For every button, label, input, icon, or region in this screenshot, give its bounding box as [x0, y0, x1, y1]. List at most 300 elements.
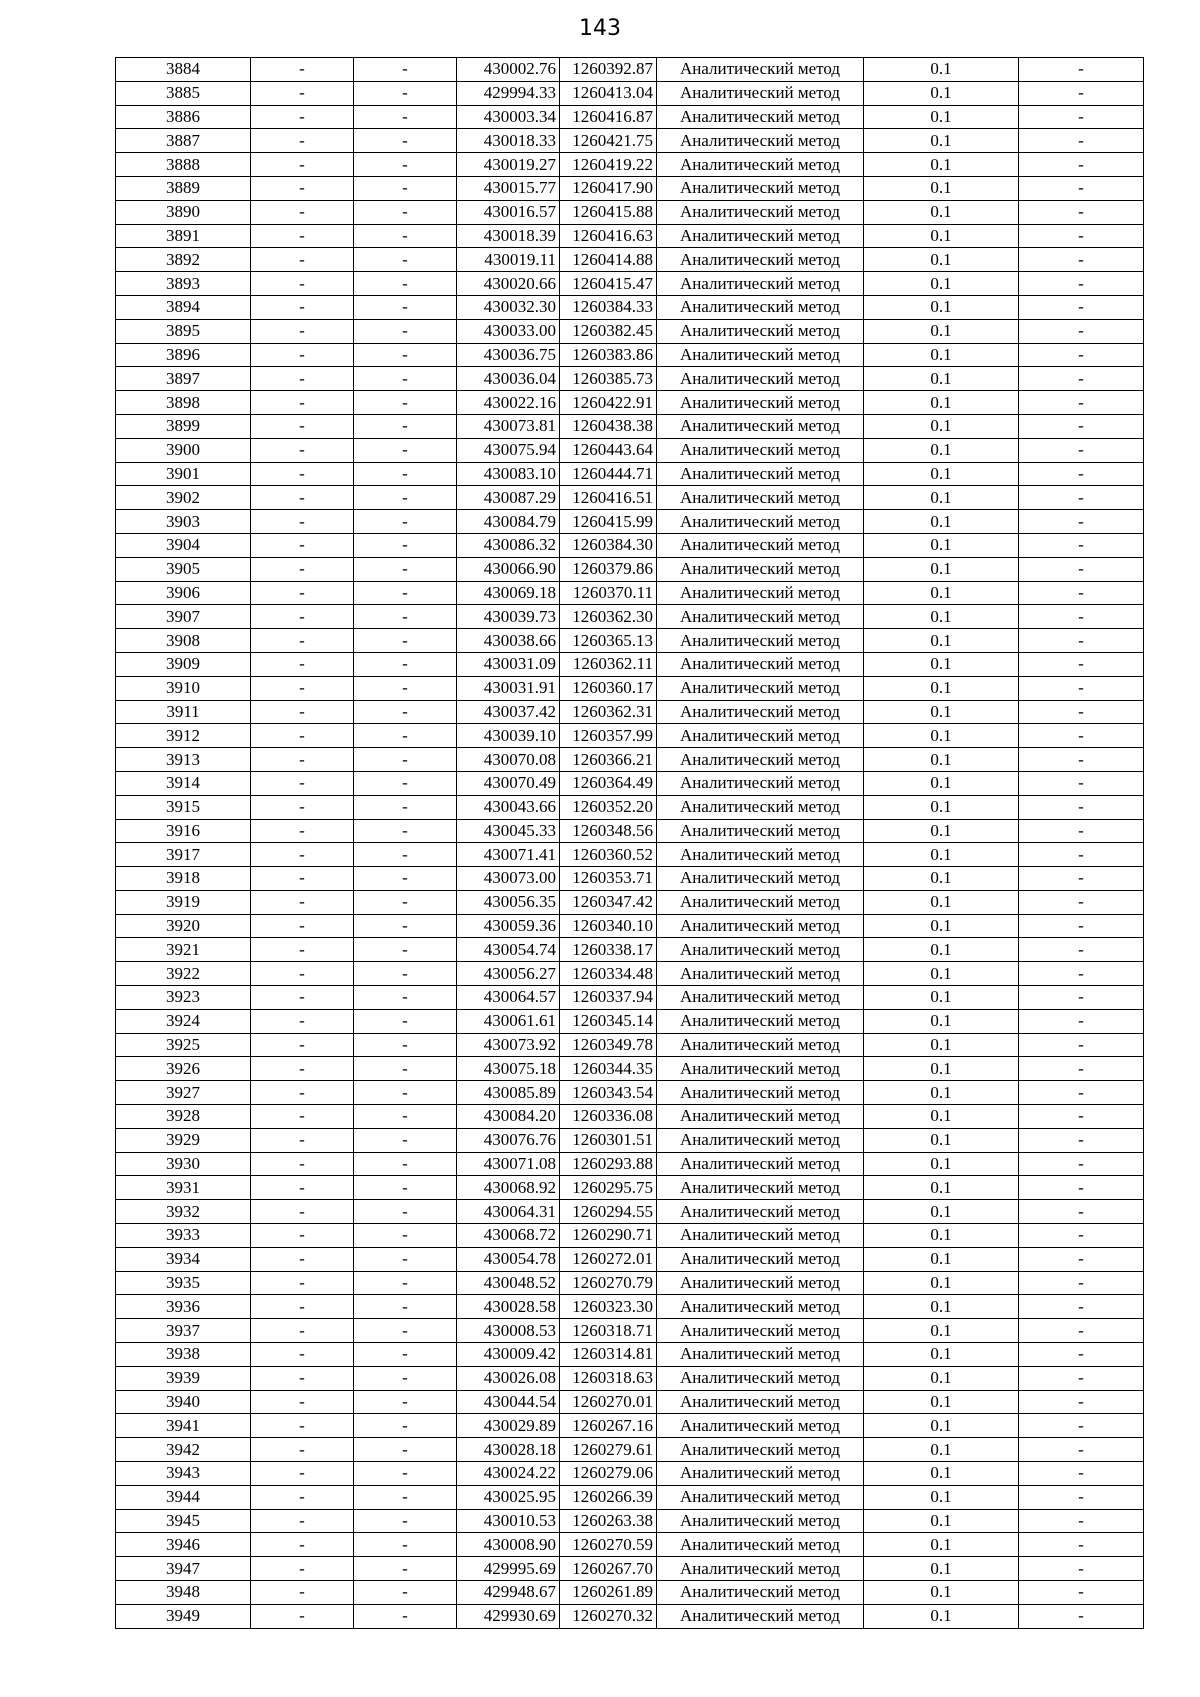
x-coordinate-cell: 429995.69	[457, 1557, 560, 1581]
table-row	[116, 414, 1144, 438]
empty-col-2-cell: -	[354, 748, 457, 772]
empty-col-2-cell: -	[354, 1462, 457, 1486]
empty-col-2-cell: -	[354, 914, 457, 938]
x-coordinate-cell: 430075.18	[457, 1057, 560, 1081]
accuracy-cell: 0.1	[864, 319, 1019, 343]
accuracy-cell: 0.1	[864, 962, 1019, 986]
x-coordinate-cell: 430037.42	[457, 700, 560, 724]
method-cell: Аналитический метод	[657, 581, 864, 605]
y-coordinate-cell: 1260383.86	[560, 343, 657, 367]
accuracy-cell: 0.1	[864, 1319, 1019, 1343]
empty-col-2-cell: -	[354, 1581, 457, 1605]
table-row	[116, 629, 1144, 653]
method-cell: Аналитический метод	[657, 129, 864, 153]
table-row	[116, 1128, 1144, 1152]
empty-col-7-cell: -	[1019, 962, 1144, 986]
empty-col-7-cell: -	[1019, 1366, 1144, 1390]
table-row	[116, 986, 1144, 1010]
y-coordinate-cell: 1260417.90	[560, 176, 657, 200]
y-coordinate-cell: 1260438.38	[560, 414, 657, 438]
empty-col-7-cell: -	[1019, 1604, 1144, 1628]
empty-col-7-cell: -	[1019, 1557, 1144, 1581]
y-coordinate-cell: 1260443.64	[560, 438, 657, 462]
table-row	[116, 81, 1144, 105]
y-coordinate-cell: 1260343.54	[560, 1081, 657, 1105]
empty-col-1-cell: -	[251, 486, 354, 510]
method-cell: Аналитический метод	[657, 748, 864, 772]
y-coordinate-cell: 1260340.10	[560, 914, 657, 938]
point-number-cell: 3918	[116, 867, 251, 891]
x-coordinate-cell: 430022.16	[457, 391, 560, 415]
table-row	[116, 819, 1144, 843]
method-cell: Аналитический метод	[657, 1105, 864, 1129]
table-row	[116, 1033, 1144, 1057]
accuracy-cell: 0.1	[864, 986, 1019, 1010]
x-coordinate-cell: 430031.91	[457, 676, 560, 700]
empty-col-1-cell: -	[251, 533, 354, 557]
method-cell: Аналитический метод	[657, 605, 864, 629]
y-coordinate-cell: 1260416.51	[560, 486, 657, 510]
empty-col-7-cell: -	[1019, 629, 1144, 653]
empty-col-2-cell: -	[354, 129, 457, 153]
table-row	[116, 533, 1144, 557]
accuracy-cell: 0.1	[864, 1271, 1019, 1295]
empty-col-7-cell: -	[1019, 676, 1144, 700]
y-coordinate-cell: 1260263.38	[560, 1509, 657, 1533]
empty-col-7-cell: -	[1019, 367, 1144, 391]
empty-col-2-cell: -	[354, 224, 457, 248]
empty-col-1-cell: -	[251, 986, 354, 1010]
method-cell: Аналитический метод	[657, 176, 864, 200]
empty-col-2-cell: -	[354, 510, 457, 534]
empty-col-7-cell: -	[1019, 510, 1144, 534]
y-coordinate-cell: 1260366.21	[560, 748, 657, 772]
method-cell: Аналитический метод	[657, 1009, 864, 1033]
empty-col-2-cell: -	[354, 1319, 457, 1343]
accuracy-cell: 0.1	[864, 533, 1019, 557]
method-cell: Аналитический метод	[657, 652, 864, 676]
empty-col-1-cell: -	[251, 176, 354, 200]
empty-col-1-cell: -	[251, 1152, 354, 1176]
empty-col-1-cell: -	[251, 129, 354, 153]
table-row	[116, 1485, 1144, 1509]
accuracy-cell: 0.1	[864, 486, 1019, 510]
y-coordinate-cell: 1260279.61	[560, 1438, 657, 1462]
empty-col-1-cell: -	[251, 1366, 354, 1390]
x-coordinate-cell: 430085.89	[457, 1081, 560, 1105]
method-cell: Аналитический метод	[657, 1152, 864, 1176]
point-number-cell: 3919	[116, 890, 251, 914]
method-cell: Аналитический метод	[657, 1200, 864, 1224]
empty-col-7-cell: -	[1019, 1152, 1144, 1176]
y-coordinate-cell: 1260382.45	[560, 319, 657, 343]
table-row	[116, 248, 1144, 272]
empty-col-2-cell: -	[354, 462, 457, 486]
y-coordinate-cell: 1260364.49	[560, 771, 657, 795]
empty-col-1-cell: -	[251, 414, 354, 438]
accuracy-cell: 0.1	[864, 153, 1019, 177]
method-cell: Аналитический метод	[657, 1033, 864, 1057]
table-row	[116, 748, 1144, 772]
point-number-cell: 3921	[116, 938, 251, 962]
empty-col-1-cell: -	[251, 581, 354, 605]
x-coordinate-cell: 430032.30	[457, 295, 560, 319]
empty-col-2-cell: -	[354, 200, 457, 224]
y-coordinate-cell: 1260384.30	[560, 533, 657, 557]
empty-col-2-cell: -	[354, 605, 457, 629]
empty-col-7-cell: -	[1019, 248, 1144, 272]
empty-col-2-cell: -	[354, 105, 457, 129]
x-coordinate-cell: 430045.33	[457, 819, 560, 843]
y-coordinate-cell: 1260414.88	[560, 248, 657, 272]
accuracy-cell: 0.1	[864, 248, 1019, 272]
table-row	[116, 1105, 1144, 1129]
method-cell: Аналитический метод	[657, 1462, 864, 1486]
table-row	[116, 1438, 1144, 1462]
empty-col-2-cell: -	[354, 272, 457, 296]
x-coordinate-cell: 430019.11	[457, 248, 560, 272]
method-cell: Аналитический метод	[657, 1390, 864, 1414]
point-number-cell: 3898	[116, 391, 251, 415]
accuracy-cell: 0.1	[864, 914, 1019, 938]
method-cell: Аналитический метод	[657, 890, 864, 914]
method-cell: Аналитический метод	[657, 486, 864, 510]
empty-col-1-cell: -	[251, 890, 354, 914]
point-number-cell: 3884	[116, 58, 251, 82]
point-number-cell: 3939	[116, 1366, 251, 1390]
table-row	[116, 295, 1144, 319]
accuracy-cell: 0.1	[864, 1343, 1019, 1367]
empty-col-2-cell: -	[354, 581, 457, 605]
table-row	[116, 795, 1144, 819]
accuracy-cell: 0.1	[864, 1604, 1019, 1628]
method-cell: Аналитический метод	[657, 1438, 864, 1462]
empty-col-1-cell: -	[251, 962, 354, 986]
y-coordinate-cell: 1260384.33	[560, 295, 657, 319]
table-row	[116, 676, 1144, 700]
empty-col-7-cell: -	[1019, 581, 1144, 605]
empty-col-7-cell: -	[1019, 1581, 1144, 1605]
point-number-cell: 3945	[116, 1509, 251, 1533]
y-coordinate-cell: 1260345.14	[560, 1009, 657, 1033]
point-number-cell: 3894	[116, 295, 251, 319]
empty-col-7-cell: -	[1019, 1438, 1144, 1462]
empty-col-7-cell: -	[1019, 1533, 1144, 1557]
empty-col-7-cell: -	[1019, 224, 1144, 248]
method-cell: Аналитический метод	[657, 510, 864, 534]
empty-col-2-cell: -	[354, 867, 457, 891]
empty-col-2-cell: -	[354, 153, 457, 177]
y-coordinate-cell: 1260415.47	[560, 272, 657, 296]
y-coordinate-cell: 1260270.32	[560, 1604, 657, 1628]
y-coordinate-cell: 1260336.08	[560, 1105, 657, 1129]
method-cell: Аналитический метод	[657, 1176, 864, 1200]
accuracy-cell: 0.1	[864, 629, 1019, 653]
empty-col-1-cell: -	[251, 724, 354, 748]
point-number-cell: 3947	[116, 1557, 251, 1581]
empty-col-1-cell: -	[251, 1224, 354, 1248]
y-coordinate-cell: 1260318.71	[560, 1319, 657, 1343]
method-cell: Аналитический метод	[657, 438, 864, 462]
method-cell: Аналитический метод	[657, 1224, 864, 1248]
method-cell: Аналитический метод	[657, 557, 864, 581]
x-coordinate-cell: 430075.94	[457, 438, 560, 462]
y-coordinate-cell: 1260379.86	[560, 557, 657, 581]
x-coordinate-cell: 429930.69	[457, 1604, 560, 1628]
x-coordinate-cell: 430056.35	[457, 890, 560, 914]
point-number-cell: 3937	[116, 1319, 251, 1343]
accuracy-cell: 0.1	[864, 391, 1019, 415]
table-row	[116, 1152, 1144, 1176]
x-coordinate-cell: 430054.78	[457, 1247, 560, 1271]
accuracy-cell: 0.1	[864, 462, 1019, 486]
accuracy-cell: 0.1	[864, 58, 1019, 82]
empty-col-1-cell: -	[251, 272, 354, 296]
empty-col-7-cell: -	[1019, 533, 1144, 557]
point-number-cell: 3912	[116, 724, 251, 748]
empty-col-2-cell: -	[354, 319, 457, 343]
empty-col-2-cell: -	[354, 343, 457, 367]
empty-col-7-cell: -	[1019, 1414, 1144, 1438]
x-coordinate-cell: 430068.92	[457, 1176, 560, 1200]
x-coordinate-cell: 430044.54	[457, 1390, 560, 1414]
accuracy-cell: 0.1	[864, 1105, 1019, 1129]
accuracy-cell: 0.1	[864, 1152, 1019, 1176]
accuracy-cell: 0.1	[864, 1176, 1019, 1200]
table-row	[116, 771, 1144, 795]
empty-col-7-cell: -	[1019, 1081, 1144, 1105]
method-cell: Аналитический метод	[657, 58, 864, 82]
y-coordinate-cell: 1260415.88	[560, 200, 657, 224]
empty-col-2-cell: -	[354, 986, 457, 1010]
empty-col-2-cell: -	[354, 1604, 457, 1628]
table-row	[116, 510, 1144, 534]
x-coordinate-cell: 430086.32	[457, 533, 560, 557]
empty-col-1-cell: -	[251, 343, 354, 367]
empty-col-1-cell: -	[251, 462, 354, 486]
point-number-cell: 3915	[116, 795, 251, 819]
method-cell: Аналитический метод	[657, 224, 864, 248]
x-coordinate-cell: 430025.95	[457, 1485, 560, 1509]
empty-col-7-cell: -	[1019, 105, 1144, 129]
x-coordinate-cell: 430084.20	[457, 1105, 560, 1129]
empty-col-1-cell: -	[251, 105, 354, 129]
empty-col-2-cell: -	[354, 81, 457, 105]
empty-col-2-cell: -	[354, 843, 457, 867]
accuracy-cell: 0.1	[864, 605, 1019, 629]
x-coordinate-cell: 430016.57	[457, 200, 560, 224]
method-cell: Аналитический метод	[657, 391, 864, 415]
point-number-cell: 3938	[116, 1343, 251, 1367]
x-coordinate-cell: 430036.04	[457, 367, 560, 391]
empty-col-2-cell: -	[354, 1152, 457, 1176]
x-coordinate-cell: 430054.74	[457, 938, 560, 962]
accuracy-cell: 0.1	[864, 1485, 1019, 1509]
point-number-cell: 3910	[116, 676, 251, 700]
table-row	[116, 938, 1144, 962]
method-cell: Аналитический метод	[657, 319, 864, 343]
y-coordinate-cell: 1260301.51	[560, 1128, 657, 1152]
y-coordinate-cell: 1260347.42	[560, 890, 657, 914]
empty-col-2-cell: -	[354, 700, 457, 724]
x-coordinate-cell: 430028.58	[457, 1295, 560, 1319]
empty-col-1-cell: -	[251, 510, 354, 534]
accuracy-cell: 0.1	[864, 1295, 1019, 1319]
table-row	[116, 843, 1144, 867]
accuracy-cell: 0.1	[864, 414, 1019, 438]
point-number-cell: 3936	[116, 1295, 251, 1319]
point-number-cell: 3885	[116, 81, 251, 105]
empty-col-7-cell: -	[1019, 1343, 1144, 1367]
y-coordinate-cell: 1260318.63	[560, 1366, 657, 1390]
x-coordinate-cell: 430048.52	[457, 1271, 560, 1295]
empty-col-7-cell: -	[1019, 462, 1144, 486]
method-cell: Аналитический метод	[657, 1533, 864, 1557]
point-number-cell: 3889	[116, 176, 251, 200]
point-number-cell: 3903	[116, 510, 251, 534]
empty-col-7-cell: -	[1019, 867, 1144, 891]
empty-col-1-cell: -	[251, 1343, 354, 1367]
point-number-cell: 3946	[116, 1533, 251, 1557]
point-number-cell: 3909	[116, 652, 251, 676]
empty-col-7-cell: -	[1019, 176, 1144, 200]
table-row	[116, 176, 1144, 200]
table-row	[116, 1604, 1144, 1628]
y-coordinate-cell: 1260266.39	[560, 1485, 657, 1509]
empty-col-2-cell: -	[354, 295, 457, 319]
point-number-cell: 3929	[116, 1128, 251, 1152]
table-row	[116, 153, 1144, 177]
empty-col-2-cell: -	[354, 890, 457, 914]
point-number-cell: 3905	[116, 557, 251, 581]
method-cell: Аналитический метод	[657, 367, 864, 391]
x-coordinate-cell: 430008.53	[457, 1319, 560, 1343]
point-number-cell: 3924	[116, 1009, 251, 1033]
empty-col-7-cell: -	[1019, 438, 1144, 462]
empty-col-1-cell: -	[251, 224, 354, 248]
table-row	[116, 1057, 1144, 1081]
empty-col-7-cell: -	[1019, 319, 1144, 343]
method-cell: Аналитический метод	[657, 1128, 864, 1152]
point-number-cell: 3925	[116, 1033, 251, 1057]
empty-col-1-cell: -	[251, 605, 354, 629]
accuracy-cell: 0.1	[864, 938, 1019, 962]
point-number-cell: 3940	[116, 1390, 251, 1414]
method-cell: Аналитический метод	[657, 986, 864, 1010]
table-row	[116, 1271, 1144, 1295]
empty-col-2-cell: -	[354, 1009, 457, 1033]
point-number-cell: 3942	[116, 1438, 251, 1462]
x-coordinate-cell: 430066.90	[457, 557, 560, 581]
x-coordinate-cell: 430036.75	[457, 343, 560, 367]
empty-col-1-cell: -	[251, 1462, 354, 1486]
empty-col-7-cell: -	[1019, 414, 1144, 438]
accuracy-cell: 0.1	[864, 295, 1019, 319]
y-coordinate-cell: 1260337.94	[560, 986, 657, 1010]
empty-col-1-cell: -	[251, 1509, 354, 1533]
x-coordinate-cell: 430018.39	[457, 224, 560, 248]
empty-col-2-cell: -	[354, 414, 457, 438]
x-coordinate-cell: 430033.00	[457, 319, 560, 343]
x-coordinate-cell: 430076.76	[457, 1128, 560, 1152]
method-cell: Аналитический метод	[657, 414, 864, 438]
method-cell: Аналитический метод	[657, 295, 864, 319]
y-coordinate-cell: 1260290.71	[560, 1224, 657, 1248]
empty-col-7-cell: -	[1019, 391, 1144, 415]
empty-col-1-cell: -	[251, 557, 354, 581]
empty-col-7-cell: -	[1019, 700, 1144, 724]
table-row	[116, 1295, 1144, 1319]
y-coordinate-cell: 1260344.35	[560, 1057, 657, 1081]
x-coordinate-cell: 430038.66	[457, 629, 560, 653]
empty-col-1-cell: -	[251, 295, 354, 319]
empty-col-1-cell: -	[251, 771, 354, 795]
empty-col-7-cell: -	[1019, 58, 1144, 82]
empty-col-2-cell: -	[354, 1533, 457, 1557]
empty-col-7-cell: -	[1019, 1271, 1144, 1295]
empty-col-2-cell: -	[354, 1343, 457, 1367]
accuracy-cell: 0.1	[864, 724, 1019, 748]
empty-col-7-cell: -	[1019, 272, 1144, 296]
empty-col-1-cell: -	[251, 843, 354, 867]
y-coordinate-cell: 1260392.87	[560, 58, 657, 82]
table-row	[116, 557, 1144, 581]
method-cell: Аналитический метод	[657, 771, 864, 795]
empty-col-7-cell: -	[1019, 819, 1144, 843]
empty-col-1-cell: -	[251, 1438, 354, 1462]
method-cell: Аналитический метод	[657, 1247, 864, 1271]
empty-col-2-cell: -	[354, 1509, 457, 1533]
empty-col-1-cell: -	[251, 938, 354, 962]
empty-col-7-cell: -	[1019, 1295, 1144, 1319]
y-coordinate-cell: 1260413.04	[560, 81, 657, 105]
empty-col-1-cell: -	[251, 58, 354, 82]
empty-col-1-cell: -	[251, 819, 354, 843]
empty-col-2-cell: -	[354, 58, 457, 82]
table-row	[116, 1390, 1144, 1414]
empty-col-1-cell: -	[251, 629, 354, 653]
x-coordinate-cell: 430020.66	[457, 272, 560, 296]
method-cell: Аналитический метод	[657, 1057, 864, 1081]
empty-col-7-cell: -	[1019, 1247, 1144, 1271]
method-cell: Аналитический метод	[657, 1271, 864, 1295]
point-number-cell: 3944	[116, 1485, 251, 1509]
x-coordinate-cell: 430024.22	[457, 1462, 560, 1486]
empty-col-7-cell: -	[1019, 1462, 1144, 1486]
y-coordinate-cell: 1260416.87	[560, 105, 657, 129]
accuracy-cell: 0.1	[864, 843, 1019, 867]
x-coordinate-cell: 430010.53	[457, 1509, 560, 1533]
table-row	[116, 272, 1144, 296]
method-cell: Аналитический метод	[657, 1557, 864, 1581]
x-coordinate-cell: 430064.57	[457, 986, 560, 1010]
y-coordinate-cell: 1260270.79	[560, 1271, 657, 1295]
empty-col-1-cell: -	[251, 1176, 354, 1200]
empty-col-2-cell: -	[354, 1438, 457, 1462]
x-coordinate-cell: 430018.33	[457, 129, 560, 153]
y-coordinate-cell: 1260362.30	[560, 605, 657, 629]
empty-col-7-cell: -	[1019, 843, 1144, 867]
x-coordinate-cell: 430073.00	[457, 867, 560, 891]
method-cell: Аналитический метод	[657, 938, 864, 962]
x-coordinate-cell: 430029.89	[457, 1414, 560, 1438]
accuracy-cell: 0.1	[864, 1224, 1019, 1248]
accuracy-cell: 0.1	[864, 1438, 1019, 1462]
accuracy-cell: 0.1	[864, 1557, 1019, 1581]
accuracy-cell: 0.1	[864, 557, 1019, 581]
point-number-cell: 3890	[116, 200, 251, 224]
empty-col-1-cell: -	[251, 367, 354, 391]
